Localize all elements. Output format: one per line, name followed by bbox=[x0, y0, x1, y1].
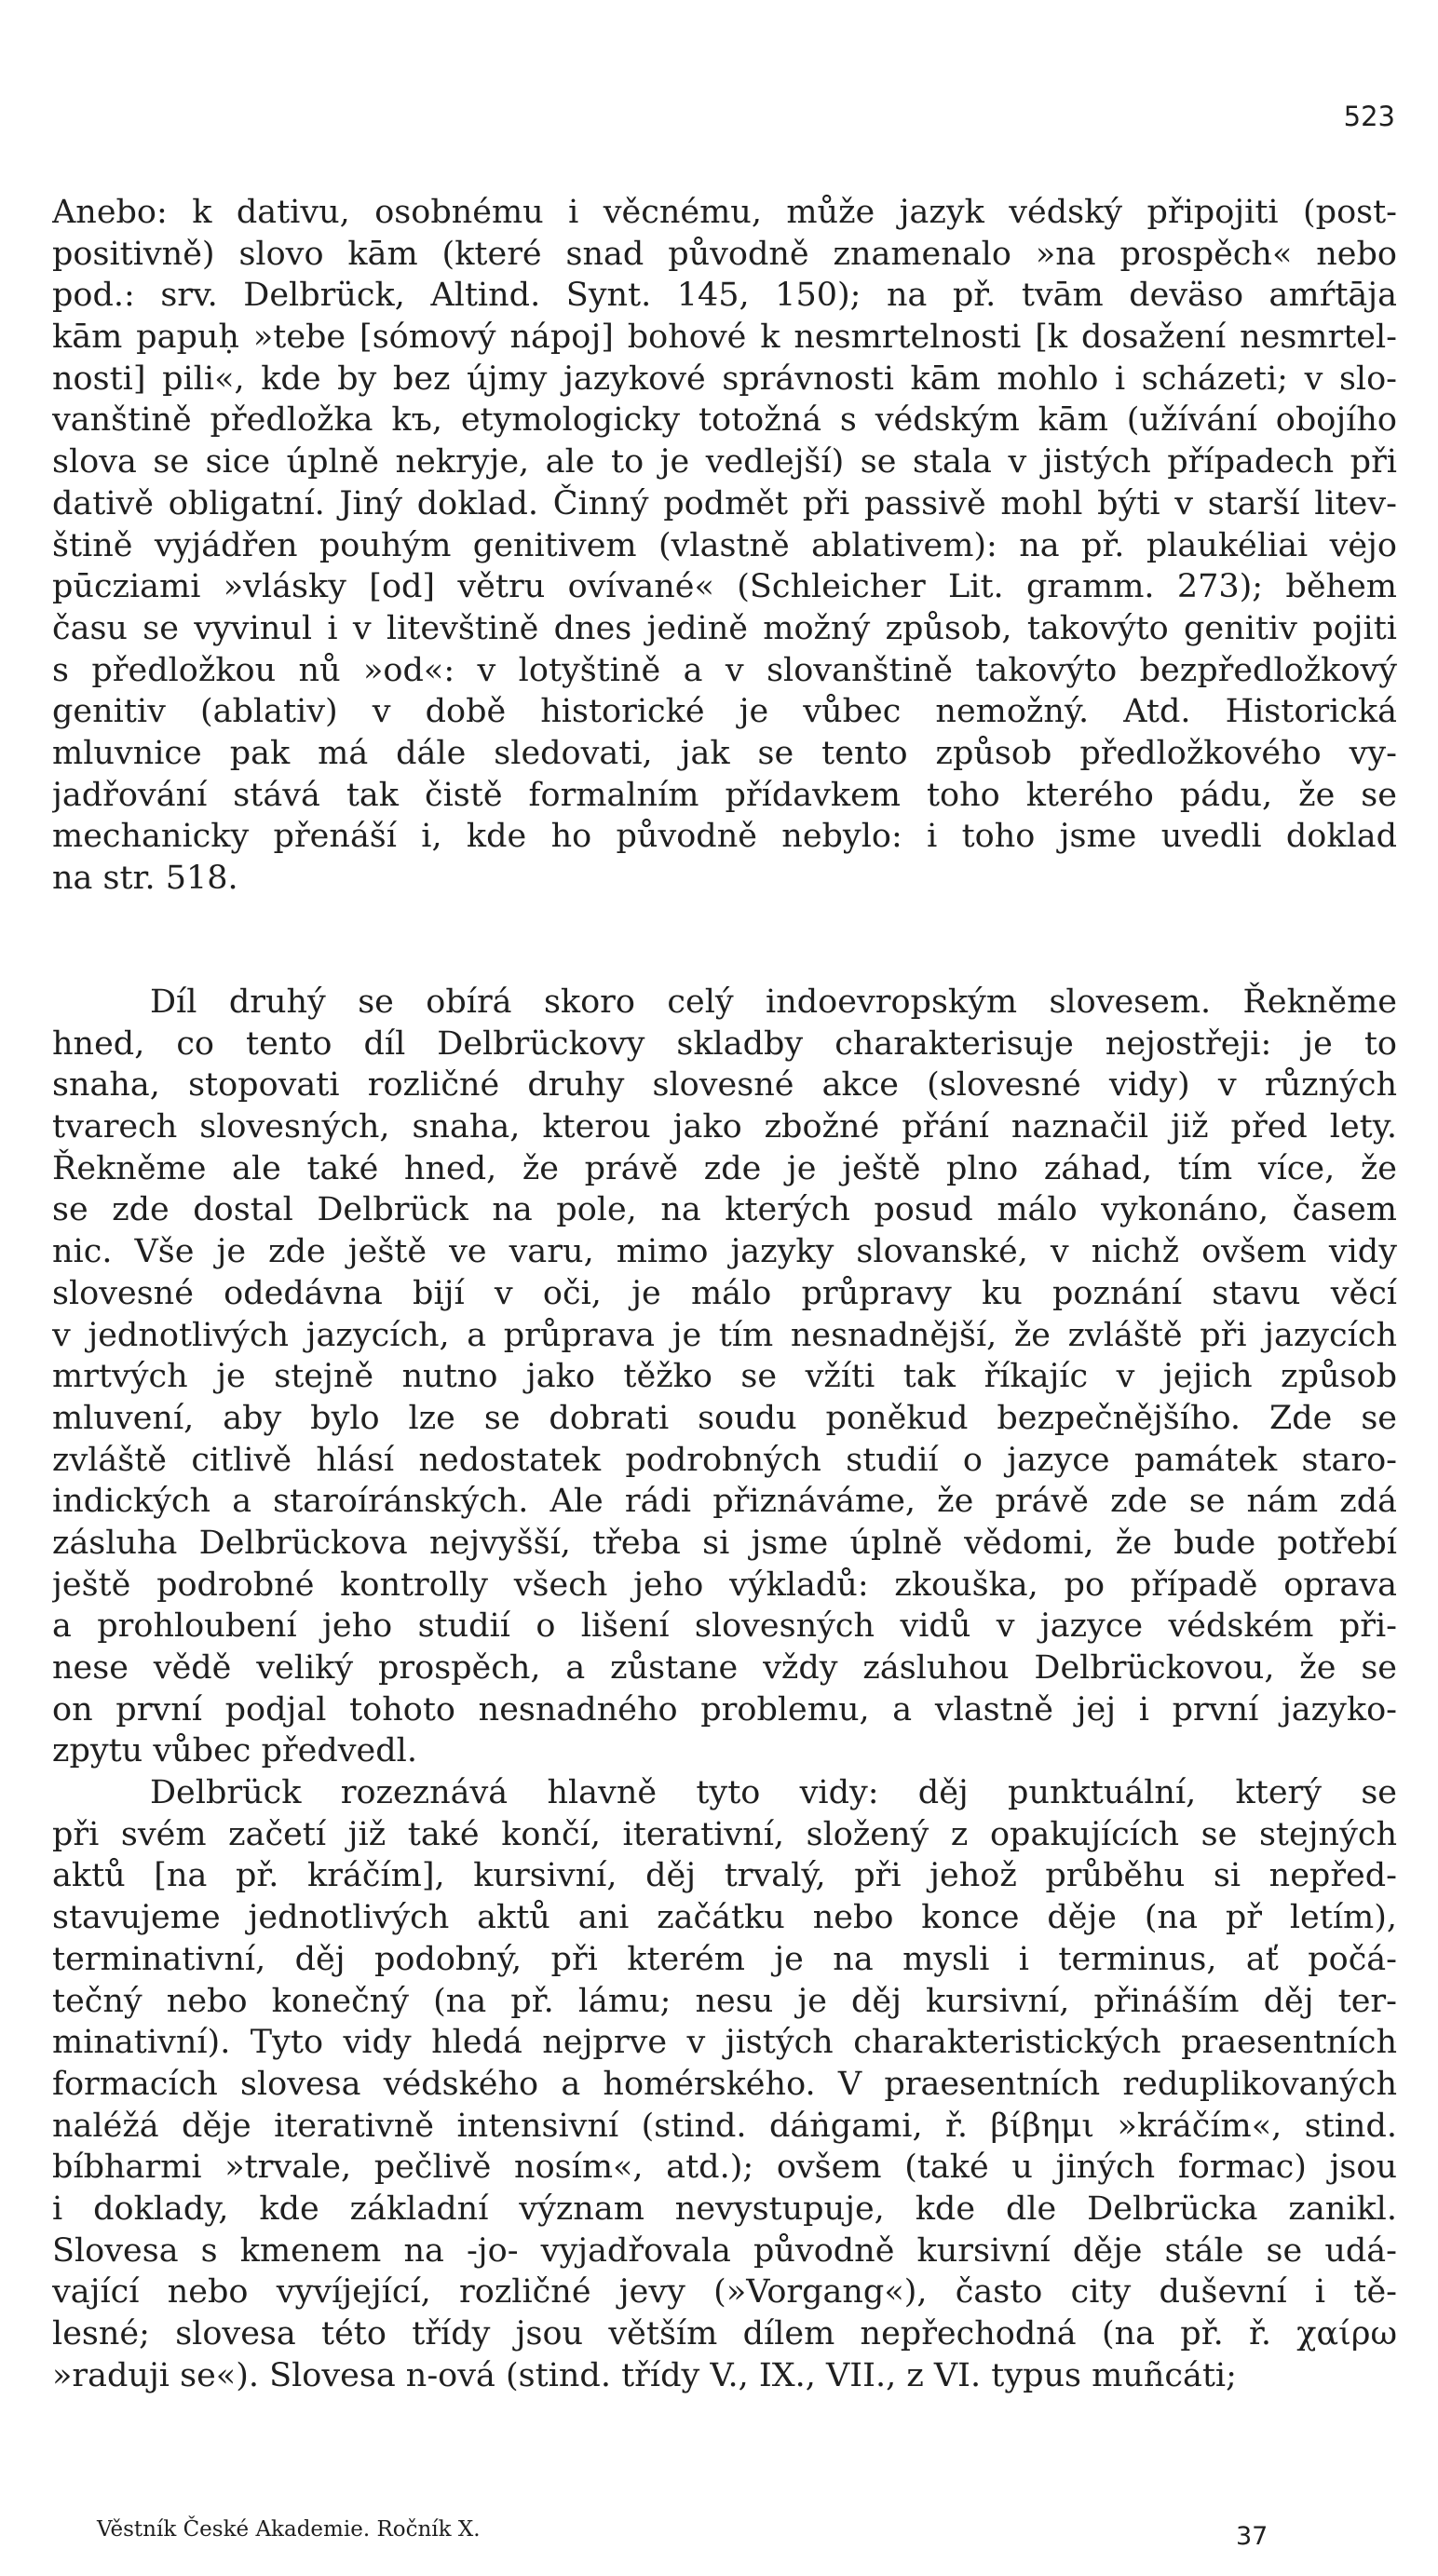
text-line: mrtvých je stejně nutno jako těžko se vžíti tak říkajíc v jejich způsob bbox=[52, 1358, 1397, 1396]
text-line: slova se sice úplně nekryje, ale to je vedlejší) se stala v jistých případech při bbox=[52, 443, 1397, 481]
text-line: se zde dostal Delbrück na pole, na kterých posud málo vykonáno, časem bbox=[52, 1191, 1397, 1229]
text-line: zpytu vůbec předvedl. bbox=[52, 1732, 417, 1770]
text-line: zvláště citlivě hlásí nedostatek podrobných studií o jazyce památek staro- bbox=[52, 1441, 1397, 1479]
text-line: slovesné odedávna bijí v oči, je málo průpravy ku poznání stavu věcí bbox=[52, 1274, 1397, 1312]
text-line: mluvnice pak má dále sledovati, jak se tento způsob předložkového vy- bbox=[52, 734, 1397, 772]
text-line: bíbharmi »trvale, pečlivě nosím«, atd.); ovšem (také u jiných formac) jsou bbox=[52, 2149, 1397, 2187]
text-line: nosti] pili«, kde by bez újmy jazykové správnosti kām mohlo i scházeti; v slo- bbox=[52, 359, 1397, 398]
text-line: kām papuḥ »tebe [sómový nápoj] bohové k nesmrtelnosti [k dosažení nesmrtel- bbox=[52, 319, 1397, 357]
signature-mark: 37 bbox=[1236, 2522, 1268, 2551]
text-line: nese vědě veliký prospěch, a zůstane vždy zásluhou Delbrückovou, že se bbox=[52, 1649, 1397, 1687]
text-line: času se vyvinul i v litevštině dnes jedině možný způsob, takovýto genitiv pojiti bbox=[52, 609, 1397, 647]
paragraph-verbs bbox=[52, 982, 1397, 1772]
text-line: dativě obligatní. Jiný doklad. Činný podmět při passivě mohl býti v starší litev- bbox=[52, 484, 1397, 522]
text-line: Delbrück rozeznává hlavně tyto vidy: děj punktuální, který se bbox=[150, 1774, 1397, 1812]
text-line: štině vyjádřen pouhým genitivem (vlastně ablativem): na př. plaukéliai vėjo bbox=[52, 526, 1397, 564]
text-line: mluvení, aby bylo lze se dobrati soudu poněkud bezpečnějšího. Zde se bbox=[52, 1399, 1397, 1437]
text-line: při svém začetí již také končí, iterativní, složený z opakujících se stejných bbox=[52, 1815, 1397, 1853]
text-line: snaha, stopovati rozličné druhy slovesné akce (slovesné vidy) v různých bbox=[52, 1066, 1397, 1105]
text-line: tečný nebo konečný (na př. lámu; nesu je děj kursivní, přináším děj ter- bbox=[52, 1982, 1397, 2020]
text-line: nic. Vše je zde ještě ve varu, mimo jazyky slovanské, v nichž ovšem vidy bbox=[52, 1233, 1397, 1271]
page-number: 523 bbox=[1343, 101, 1395, 132]
text-line: jadřování stává tak čistě formalním přídavkem toho kterého pádu, že se bbox=[52, 776, 1397, 814]
text-line: Slovesa s kmenem na -jo- vyjadřovala původně kursivní děje stále se udá- bbox=[52, 2231, 1397, 2270]
text-line: on první podjal tohoto nesnadného problemu, a vlastně jej i první jazyko- bbox=[52, 1690, 1397, 1729]
paragraph-dative bbox=[52, 192, 1397, 900]
journal-footer: Věstník České Akademie. Ročník X. bbox=[97, 2517, 481, 2542]
text-line: naléžá děje iterativně intensivní (stind. dáṅgami, ř. βίβημι »kráčím«, stind. bbox=[52, 2107, 1397, 2145]
paragraph-aspects bbox=[52, 1772, 1397, 2396]
text-line: vanštině předložka kъ, etymologicky totožná s védským kām (užívání obojího bbox=[52, 401, 1397, 440]
text-line: s předložkou nů »od«: v lotyštině a v slovanštině takovýto bezpředložkový bbox=[52, 651, 1397, 689]
text-line: zásluha Delbrückova nejvyšší, třeba si jsme úplně vědomi, že bude potřebí bbox=[52, 1524, 1397, 1562]
text-line: Řekněme ale také hned, že právě zde je ještě plno záhad, tím více, že bbox=[52, 1149, 1397, 1187]
text-line: stavujeme jednotlivých aktů ani začátku nebo konce děje (na př letím), bbox=[52, 1899, 1397, 1937]
text-block-lower bbox=[52, 982, 1397, 2396]
text-line: a prohloubení jeho studií o lišení slovesných vidů v jazyce védském při- bbox=[52, 1607, 1397, 1646]
text-line: Díl druhý se obírá skoro celý indoevropským slovesem. Řekněme bbox=[150, 983, 1397, 1021]
text-line: genitiv (ablativ) v době historické je vůbec nemožný. Atd. Historická bbox=[52, 693, 1397, 731]
text-line: lesné; slovesa této třídy jsou větším dílem nepřechodná (na př. ř. χαίρω bbox=[52, 2315, 1397, 2352]
text-line: v jednotlivých jazycích, a průprava je tím nesnadnější, že zvláště při jazycích bbox=[52, 1316, 1397, 1354]
text-line: aktů [na př. kráčím], kursivní, děj trvalý, při jehož průběhu si nepřed- bbox=[52, 1857, 1397, 1895]
text-line: vající nebo vyvíjející, rozličné jevy (»Vorgang«), často city duševní i tě- bbox=[52, 2273, 1397, 2312]
text-line: Anebo: k dativu, osobnému i věcnému, může jazyk védský připojiti (post- bbox=[52, 194, 1397, 231]
text-line: na str. 518. bbox=[52, 860, 238, 897]
text-line: terminativní, děj podobný, při kterém je na mysli i terminus, ať počá- bbox=[52, 1940, 1397, 1978]
text-line: indických a staroíránských. Ale rádi přiznáváme, že právě zde se nám zdá bbox=[52, 1483, 1397, 1521]
text-block-upper bbox=[52, 192, 1397, 900]
text-line: formacích slovesa védského a homérského. V praesentních reduplikovaných bbox=[52, 2065, 1397, 2103]
text-line: minativní). Tyto vidy hledá nejprve v jistých charakteristických praesentních bbox=[52, 2024, 1397, 2062]
text-line: positivně) slovo kām (které snad původně znamenalo »na prospěch« nebo bbox=[52, 235, 1397, 273]
text-line: i doklady, kde základní význam nevystupuje, kde dle Delbrücka zanikl. bbox=[52, 2190, 1397, 2228]
text-line: hned, co tento díl Delbrückovy skladby charakterisuje nejostřeji: je to bbox=[52, 1024, 1397, 1063]
text-line: ještě podrobné kontrolly všech jeho výkladů: zkouška, po případě oprava bbox=[52, 1566, 1397, 1604]
text-line: pūcziami »vlásky [od] větru ovívané« (Schleicher Lit. gramm. 273); během bbox=[52, 568, 1397, 606]
text-line: pod.: srv. Delbrück, Altind. Synt. 145, 150); na př. tvām deväso amŕtāja bbox=[52, 277, 1397, 315]
text-line: mechanicky přenáší i, kde ho původně nebylo: i toho jsme uvedli doklad bbox=[52, 818, 1397, 856]
text-line: tvarech slovesných, snaha, kterou jako zbožné přání naznačil již před lety. bbox=[52, 1108, 1397, 1146]
text-line: »raduji se«). Slovesa n-ová (stind. třídy V., IX., VII., z VI. typus muñcáti; bbox=[52, 2356, 1237, 2394]
